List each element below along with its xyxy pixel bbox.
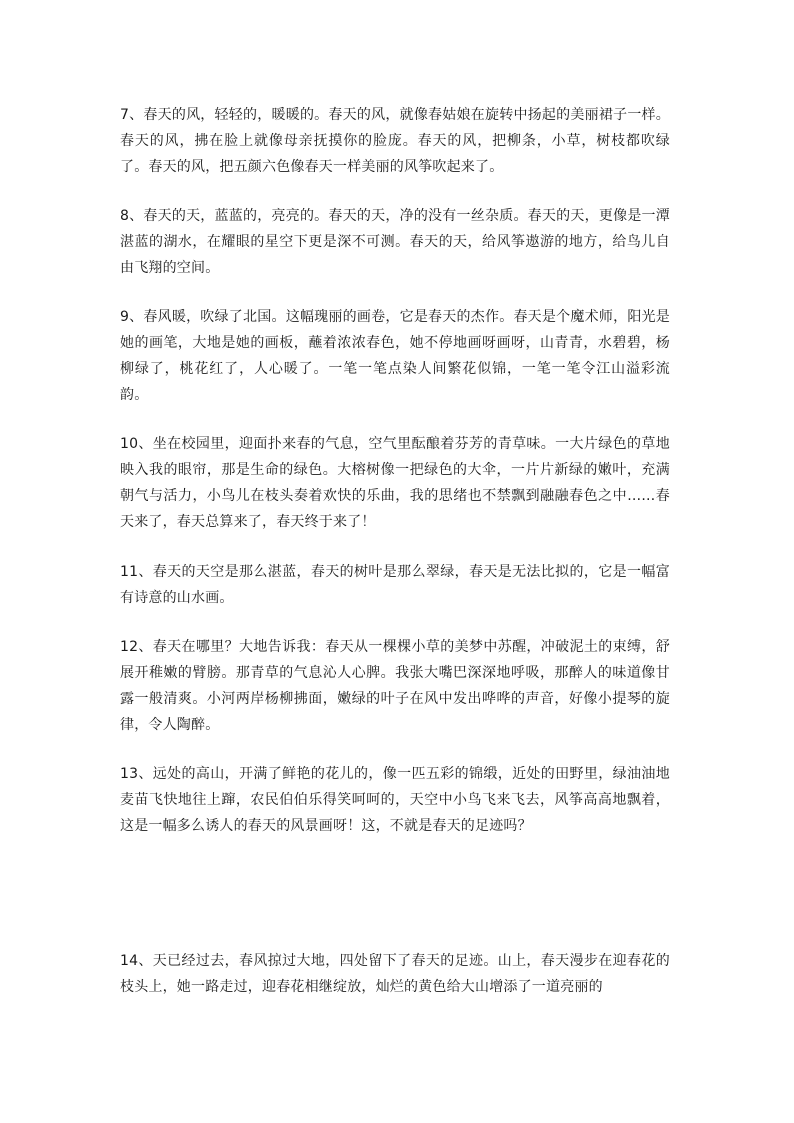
paragraph-8: 8、春天的天，蓝蓝的，亮亮的。春天的天，净的没有一丝杂质。春天的天，更像是一潭湛蓝的湖水，在耀眼的星空下更是深不可测。春天的天，给风筝遨游的地方，给鸟儿自由飞翔的空间。 — [120, 208, 670, 276]
document-body — [120, 102, 670, 1023]
paragraph-9: 9、春风暖，吹绿了北国。这幅瑰丽的画卷，它是春天的杰作。春天是个魔术师，阳光是她的画笔，大地是她的画板，蘸着浓浓春色，她不停地画呀画呀，山青青，水碧碧，杨柳绿了，桃花红了，人心暖了。一笔一笔点染人间繁花似锦，一笔一笔令江山溢彩流韵。 — [120, 309, 670, 403]
paragraph-7: 7、春天的风，轻轻的，暖暖的。春天的风，就像春姑娘在旋转中扬起的美丽裙子一样。春天的风，拂在脸上就像母亲抚摸你的脸庞。春天的风，把柳条，小草，树枝都吹绿了。春天的风，把五颜六色像春天一样美丽的风筝吹起来了。 — [120, 107, 670, 175]
paragraph-13: 13、远处的高山，开满了鲜艳的花儿的，像一匹五彩的锦缎，近处的田野里，绿油油地麦苗飞快地往上蹿，农民伯伯乐得笑呵呵的，天空中小鸟飞来飞去，风筝高高地飘着，这是一幅多么诱人的春天的风景画呀！这，不就是春天的足迹吗？ — [120, 766, 670, 834]
paragraph-10: 10、坐在校园里，迎面扑来春的气息，空气里酝酿着芬芳的青草味。一大片绿色的草地映入我的眼帘，那是生命的绿色。大榕树像一把绿色的大伞，一片片新绿的嫩叶，充满朝气与活力，小鸟儿在枝头奏着欢快的乐曲，我的思绪也不禁飘到融融春色之中……春天来了，春天总算来了，春天终于来了！ — [120, 436, 670, 530]
paragraph-12: 12、春天在哪里？大地告诉我：春天从一棵棵小草的美梦中苏醒，冲破泥土的束缚，舒展开稚嫩的臂膀。那青草的气息沁人心脾。我张大嘴巴深深地呼吸，那醉人的味道像甘露一般清爽。小河两岸杨柳拂面，嫩绿的叶子在风中发出哗哗的声音，好像小提琴的旋律，令人陶醉。 — [120, 639, 670, 733]
paragraph-11: 11、春天的天空是那么湛蓝，春天的树叶是那么翠绿，春天是无法比拟的，它是一幅富有诗意的山水画。 — [120, 564, 670, 606]
paragraph-14: 14、天已经过去，春风掠过大地，四处留下了春天的足迹。山上，春天漫步在迎春花的枝头上，她一路走过，迎春花相继绽放，灿烂的黄色给大山增添了一道亮丽的 — [120, 953, 670, 995]
blank-gap — [120, 839, 670, 948]
